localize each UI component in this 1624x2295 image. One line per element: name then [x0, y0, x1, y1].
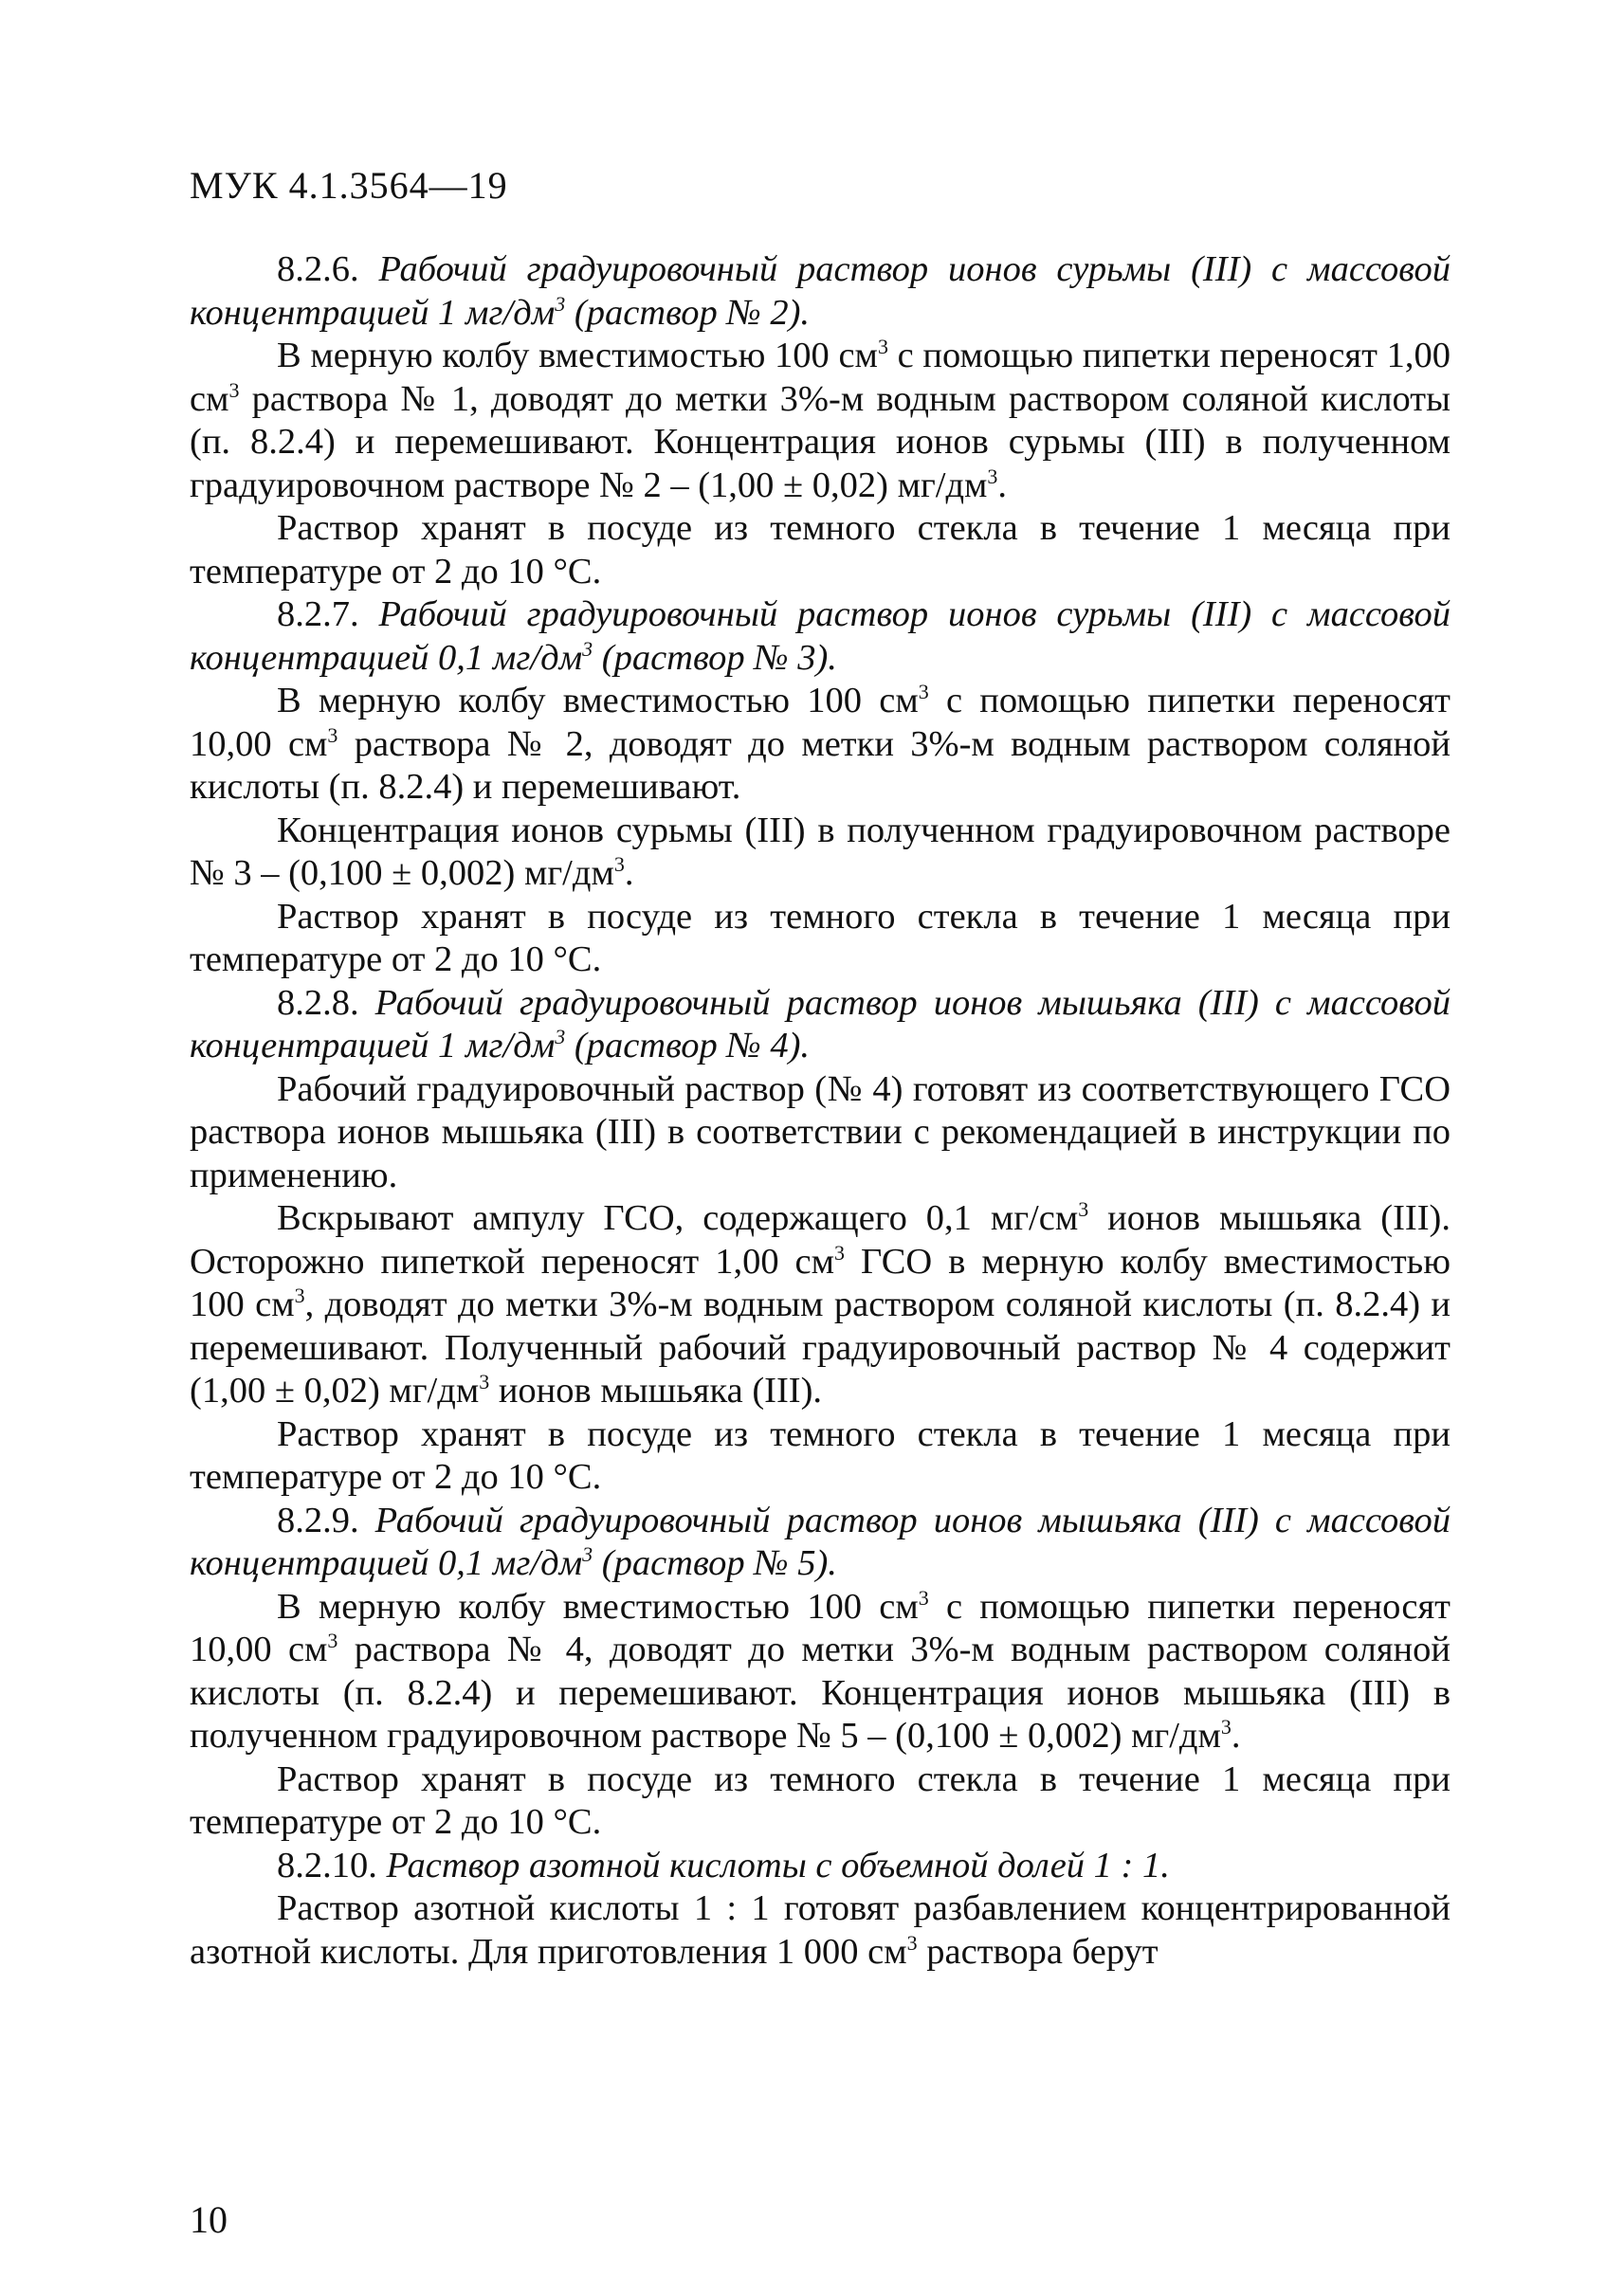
section-number: 8.2.6.	[277, 249, 359, 289]
section-number: 8.2.9.	[277, 1500, 359, 1540]
paragraph: Раствор хранят в посуде из темного стекла в течение 1 месяца при температуре от 2 до 10 °С.	[190, 508, 1451, 592]
section-number: 8.2.10.	[277, 1845, 377, 1885]
paragraph: Раствор хранят в посуде из темного стекла в течение 1 месяца при температуре от 2 до 10 °С.	[190, 1758, 1451, 1842]
paragraph: Рабочий градуировочный раствор (№ 4) готовят из соответствующего ГСО раствора ионов мышьяка (III) в соответствии с рекомендацией в инструкции по применению.	[190, 1068, 1451, 1195]
page-number: 10	[190, 2198, 228, 2241]
section-heading-8-2-10	[190, 1845, 1451, 1888]
section-title: Рабочий градуировочный раствор ионов сурьмы (III) с массовой концентрацией 1 $мг/дм^3$ (раствор № 2).	[190, 249, 1451, 333]
paragraph: Вскрывают ампулу ГСО, содержащего 0,1 $мг/см^3$ ионов мышьяка (III). Осторожно пипеткой переносят 1,00 $см^3$ ГСО в мерную колбу вместимостью 100 $см^3$, доводят до метки 3%-м водным раствором соляной кислоты (п. 8.2.4) и перемешивают. Полученный рабочий градуировочный раствор № 4 содержит (1,00 ± 0,02) $мг/дм^3$ ионов мышьяка (III).	[190, 1197, 1451, 1411]
paragraph: В мерную колбу вместимостью 100 $см^3$ с помощью пипетки переносят 10,00 $см^3$ раствора № 2, доводят до метки 3%-м водным раствором соляной кислоты (п. 8.2.4) и перемешивают.	[190, 680, 1451, 807]
section-title: Рабочий градуировочный раствор ионов сурьмы (III) с массовой концентрацией 0,1 $мг/дм^3$ (раствор № 3).	[190, 594, 1451, 678]
paragraph: Раствор хранят в посуде из темного стекла в течение 1 месяца при температуре от 2 до 10 °С.	[190, 896, 1451, 979]
section-title: Рабочий градуировочный раствор ионов мышьяка (III) с массовой концентрацией 0,1 $мг/дм^3$ (раствор № 5).	[190, 1500, 1451, 1583]
paragraph: В мерную колбу вместимостью 100 $см^3$ с помощью пипетки переносят 10,00 $см^3$ раствора № 4, доводят до метки 3%-м водным раствором соляной кислоты (п. 8.2.4) и перемешивают. Концентрация ионов мышьяка (III) в полученном градуировочном растворе № 5 – (0,100 ± 0,002) $мг/дм^3$.	[190, 1585, 1451, 1756]
section-title: Рабочий градуировочный раствор ионов мышьяка (III) с массовой концентрацией 1 $мг/дм^3$ (раствор № 4).	[190, 982, 1451, 1066]
document-code: МУК 4.1.3564—19	[190, 164, 508, 207]
paragraph: В мерную колбу вместимостью 100 $см^3$ с помощью пипетки переносят 1,00 $см^3$ раствора № 1, доводят до метки 3%-м водным раствором соляной кислоты (п. 8.2.4) и перемешивают. Концентрация ионов сурьмы (III) в полученном градуировочном растворе № 2 – (1,00 ± 0,02) $мг/дм^3$.	[190, 335, 1451, 505]
section-heading-8-2-9	[190, 1500, 1451, 1586]
section-title: Раствор азотной кислоты с объемной долей 1 : 1.	[386, 1845, 1170, 1885]
section-heading-8-2-6	[190, 248, 1451, 335]
paragraph: Раствор хранят в посуде из темного стекла в течение 1 месяца при температуре от 2 до 10 °С.	[190, 1413, 1451, 1497]
section-number: 8.2.8.	[277, 982, 359, 1023]
paragraph: Раствор азотной кислоты 1 : 1 готовят разбавлением концентрированной азотной кислоты. Для приготовления 1 000 $см^3$ раствора берут	[190, 1888, 1451, 1972]
document-body	[190, 248, 1451, 1974]
section-number: 8.2.7.	[277, 594, 359, 634]
section-heading-8-2-8	[190, 982, 1451, 1068]
paragraph: Концентрация ионов сурьмы (III) в полученном градуировочном растворе № 3 – (0,100 ± 0,002) $мг/дм^3$.	[190, 810, 1451, 893]
section-heading-8-2-7	[190, 593, 1451, 680]
